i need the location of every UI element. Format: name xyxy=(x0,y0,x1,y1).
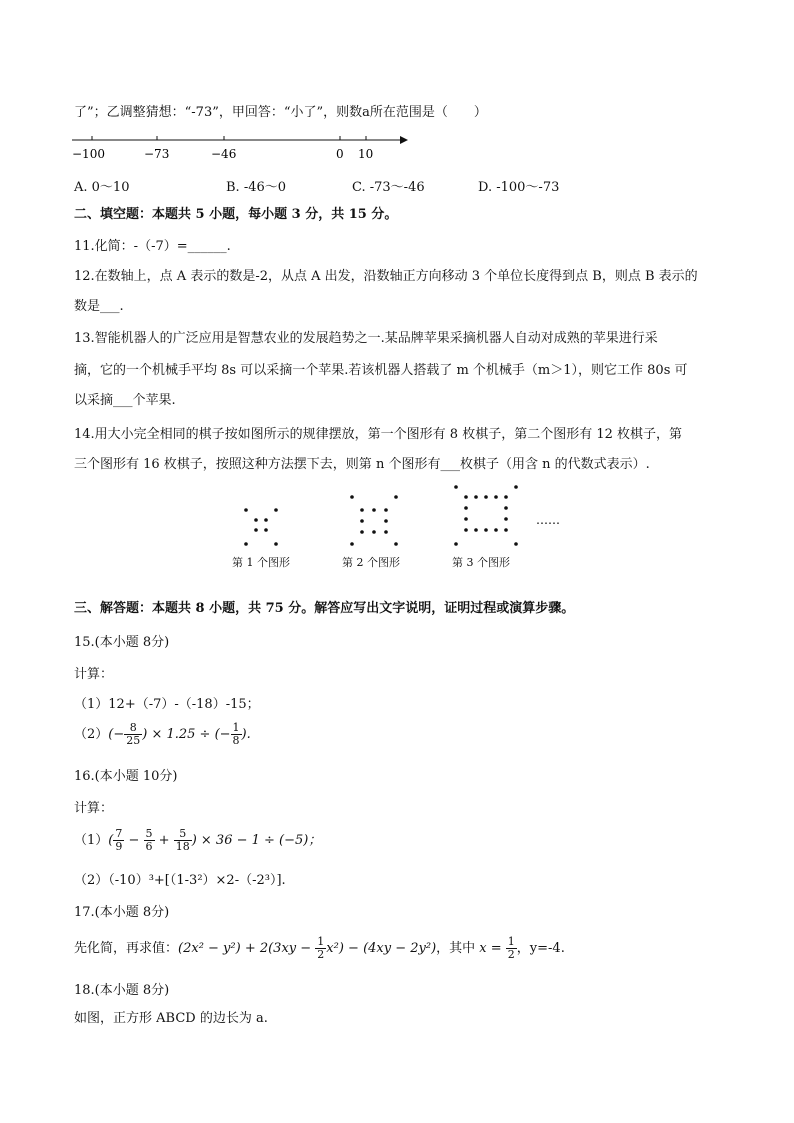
figure-ellipsis: …… xyxy=(536,513,560,527)
question-17-body: 先化简，再求值：(2x² − y²) + 2(3xy − $\frac{1}{2}$ x²) − (4xy − 2y²)，其中 x = $\frac{1}{2}$ ，y=-4. xyxy=(74,935,565,961)
section-header-solutions: 三、解答题：本题共 8 小题，共 75 分。解答应写出文字说明，证明过程或演算步骤。 xyxy=(74,601,575,616)
number-line xyxy=(66,130,416,164)
figure-2-caption: 第 2 个图形 xyxy=(342,556,400,569)
question-13-line3: 以采摘___个苹果. xyxy=(74,393,176,408)
numberline-label-10: 10 xyxy=(358,147,374,161)
question-15-part1: （1）12+（-7）-（-18）-15； xyxy=(74,697,260,712)
question-18-title: 18.(本小题 8分) xyxy=(74,983,170,998)
chess-pattern-figure xyxy=(230,484,580,552)
question-18-line: 如图，正方形 ABCD 的边长为 a. xyxy=(74,1011,268,1026)
numberline-label-0: 0 xyxy=(336,147,344,161)
question-16-part1: （1）( $\frac{7}{9}$ − $\frac{5}{6}$ + $\frac{5}{18}$ ) × 36 − 1 ÷ (−5)； xyxy=(74,827,322,853)
numberline-label-neg46: −46 xyxy=(211,147,237,161)
question-14-line2: 三个图形有 16 枚棋子，按照这种方法摆下去，则第 n 个图形有___枚棋子（用含 n 的代数式表示）. xyxy=(74,457,650,472)
numberline-label-neg100: −100 xyxy=(72,147,105,161)
question-14-line1: 14.用大小完全相同的棋子按如图所示的规律摆放，第一个图形有 8 枚棋子，第二个图形有 12 枚棋子，第 xyxy=(74,427,683,442)
figure-1-caption: 第 1 个图形 xyxy=(232,556,290,569)
question-12-line2: 数是___. xyxy=(74,299,124,314)
option-c: C. -73～-46 xyxy=(352,180,425,195)
question-16-part2: （2）（-10）³+[（1-3²）×2-（-2³）]. xyxy=(74,873,286,888)
section-header-fill-in: 二、填空题：本题共 5 小题，每小题 3 分，共 15 分。 xyxy=(74,207,398,222)
option-d: D. -100～-73 xyxy=(478,180,560,195)
question-15-intro: 计算： xyxy=(74,667,114,682)
q10-continuation: 了”；乙调整猜想：“-73”，甲回答：“小了”，则数a所在范围是（ ） xyxy=(74,105,487,120)
question-13-line2: 摘，它的一个机械手平均 8s 可以采摘一个苹果.若该机器人搭载了 m 个机械手（m＞1），则它工作 80s 可 xyxy=(74,363,688,378)
figure-2-dots xyxy=(350,495,398,546)
question-11: 11.化简：-（-7）=______. xyxy=(74,239,231,254)
figure-1-dots xyxy=(244,508,278,546)
question-13-line1: 13.智能机器人的广泛应用是智慧农业的发展趋势之一.某品牌苹果采摘机器人自动对成熟的苹果进行采 xyxy=(74,331,658,346)
option-a: A. 0～10 xyxy=(74,180,130,195)
question-16-title: 16.(本小题 10分) xyxy=(74,769,178,784)
numberline-label-neg73: −73 xyxy=(144,147,170,161)
question-17-title: 17.(本小题 8分) xyxy=(74,905,170,920)
option-b: B. -46～0 xyxy=(226,180,287,195)
question-15-title: 15.(本小题 8分) xyxy=(74,635,170,650)
question-12-line1: 12.在数轴上，点 A 表示的数是-2，从点 A 出发，沿数轴正方向移动 3 个单位长度得到点 B，则点 B 表示的 xyxy=(74,269,698,284)
question-16-intro: 计算： xyxy=(74,801,114,816)
figure-3-caption: 第 3 个图形 xyxy=(452,556,510,569)
figure-3-dots xyxy=(454,485,518,546)
question-15-part2: （2）(− $\frac{8}{25}$ ) × 1.25 ÷ (− $\frac{1}{8}$ ). xyxy=(74,721,251,747)
